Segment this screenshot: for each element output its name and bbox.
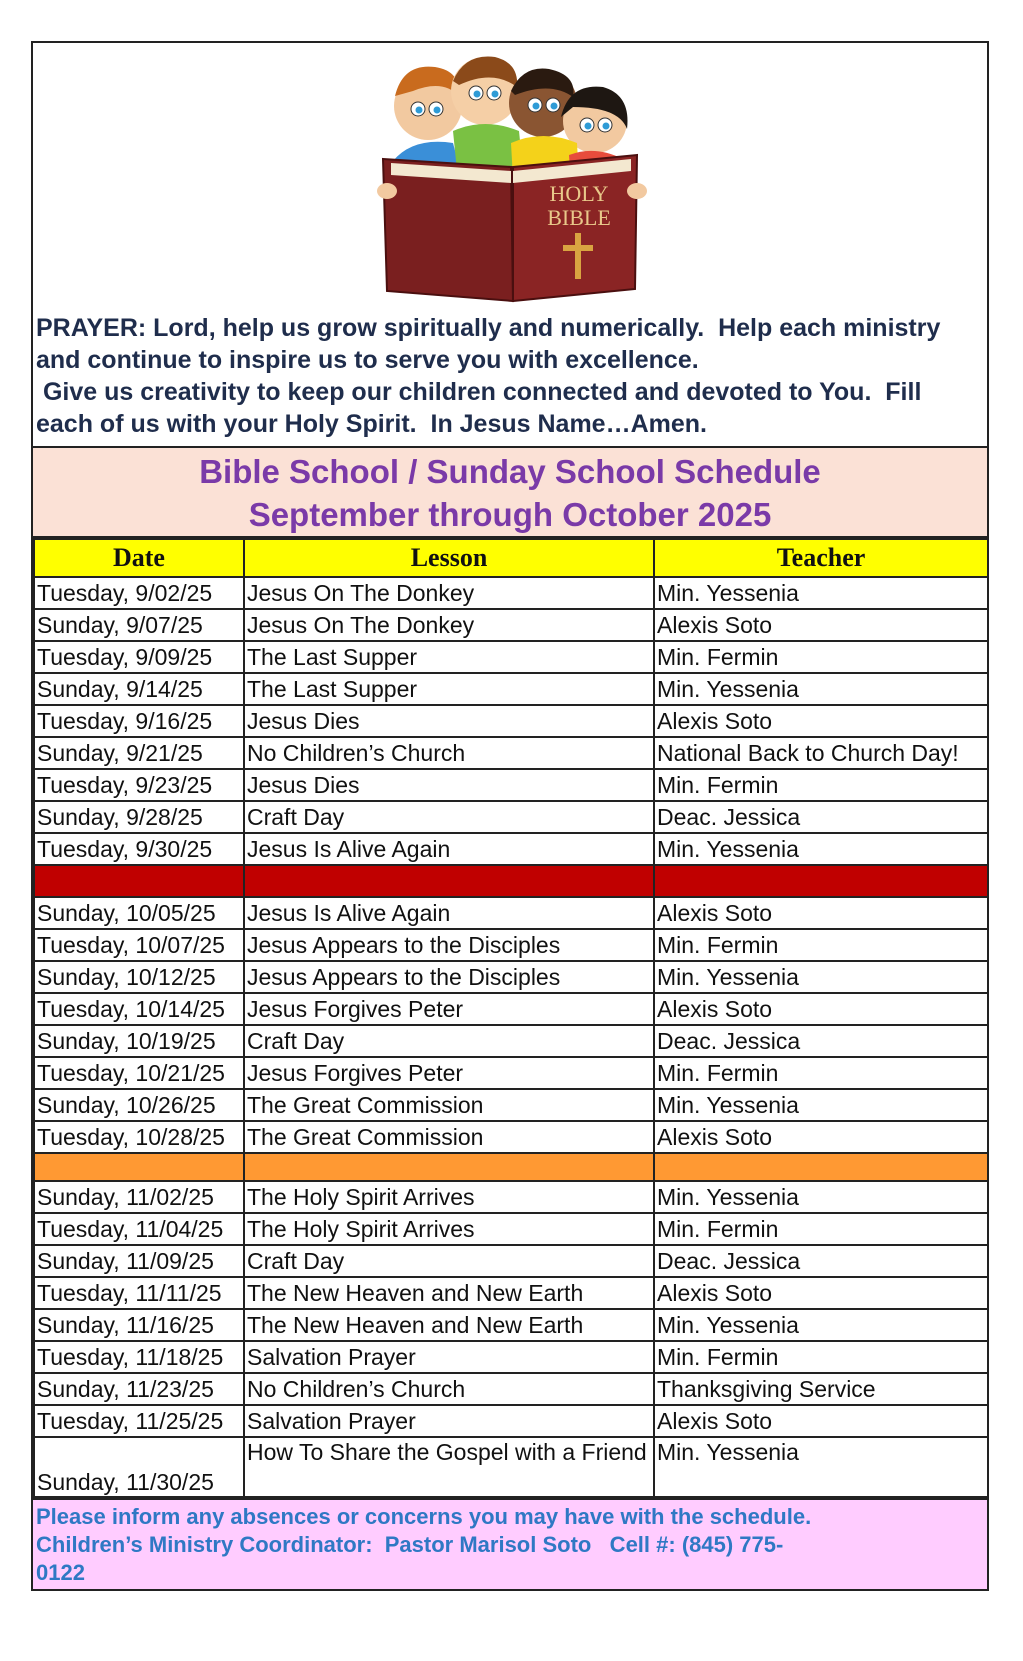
table-row xyxy=(34,1405,988,1437)
date-cell: Sunday, 10/05/25 xyxy=(34,897,244,929)
date-cell: Sunday, 11/02/25 xyxy=(34,1181,244,1213)
table-row xyxy=(34,1341,988,1373)
date-cell: Tuesday, 9/16/25 xyxy=(34,705,244,737)
date-cell: Sunday, 9/07/25 xyxy=(34,609,244,641)
teacher-cell: Min. Fermin xyxy=(654,769,988,801)
table-row xyxy=(34,993,988,1025)
teacher-cell: Min. Fermin xyxy=(654,1057,988,1089)
date-cell: Tuesday, 9/30/25 xyxy=(34,833,244,865)
teacher-cell: Min. Yessenia xyxy=(654,577,988,609)
header-teacher: Teacher xyxy=(654,539,988,577)
table-row xyxy=(34,769,988,801)
lesson-cell: Jesus Is Alive Again xyxy=(244,897,654,929)
table-row xyxy=(34,1025,988,1057)
teacher-cell: Min. Yessenia xyxy=(654,1089,988,1121)
prayer-text: PRAYER: Lord, help us grow spiritually and numerically. Help each ministry and continue to inspire us to serve you with excellence. Give us creativity to keep our children connected and devoted to You. Fill each of us with your Holy Spirit. In Jesus Name…Amen. xyxy=(36,314,941,438)
teacher-cell: Min. Yessenia xyxy=(654,1437,988,1497)
lesson-cell: Jesus Is Alive Again xyxy=(244,833,654,865)
lesson-cell: The New Heaven and New Earth xyxy=(244,1277,654,1309)
date-cell: Sunday, 9/14/25 xyxy=(34,673,244,705)
separator-cell xyxy=(654,865,988,897)
teacher-cell: Deac. Jessica xyxy=(654,801,988,833)
table-row xyxy=(34,705,988,737)
lesson-cell: No Children’s Church xyxy=(244,1373,654,1405)
table-row xyxy=(34,1121,988,1153)
date-cell: Sunday, 10/12/25 xyxy=(34,961,244,993)
table-row xyxy=(34,1277,988,1309)
header-lesson: Lesson xyxy=(244,539,654,577)
teacher-cell: Thanksgiving Service xyxy=(654,1373,988,1405)
teacher-cell: Alexis Soto xyxy=(654,993,988,1025)
footer-note: Please inform any absences or concerns you may have with the schedule. Children’s Ministry Coordinator: Pastor Marisol Soto Cell #: (845) 775- 0122 xyxy=(33,1498,987,1589)
lesson-cell: Jesus Appears to the Disciples xyxy=(244,929,654,961)
teacher-cell: Alexis Soto xyxy=(654,1405,988,1437)
teacher-cell: Min. Yessenia xyxy=(654,1181,988,1213)
table-row xyxy=(34,1437,988,1497)
table-row xyxy=(34,1373,988,1405)
lesson-cell: Jesus Forgives Peter xyxy=(244,1057,654,1089)
table-row xyxy=(34,737,988,769)
date-cell: Tuesday, 9/23/25 xyxy=(34,769,244,801)
schedule-sheet xyxy=(31,41,989,1591)
kids-reading-bible-icon xyxy=(373,51,653,306)
teacher-cell: Min. Fermin xyxy=(654,1341,988,1373)
separator-cell xyxy=(34,1153,244,1181)
table-row xyxy=(34,833,988,865)
teacher-cell: Alexis Soto xyxy=(654,1121,988,1153)
teacher-cell: Alexis Soto xyxy=(654,609,988,641)
lesson-cell: The Great Commission xyxy=(244,1121,654,1153)
teacher-cell: Deac. Jessica xyxy=(654,1245,988,1277)
schedule-title-band xyxy=(33,446,987,538)
lesson-cell: The New Heaven and New Earth xyxy=(244,1309,654,1341)
lesson-cell: The Holy Spirit Arrives xyxy=(244,1213,654,1245)
table-row xyxy=(34,1089,988,1121)
date-cell: Tuesday, 11/04/25 xyxy=(34,1213,244,1245)
lesson-cell: Jesus On The Donkey xyxy=(244,577,654,609)
table-row xyxy=(34,609,988,641)
date-cell: Sunday, 11/16/25 xyxy=(34,1309,244,1341)
date-cell: Tuesday, 11/25/25 xyxy=(34,1405,244,1437)
table-row xyxy=(34,1181,988,1213)
teacher-cell: Min. Fermin xyxy=(654,1213,988,1245)
teacher-cell: Min. Yessenia xyxy=(654,833,988,865)
lesson-cell: The Great Commission xyxy=(244,1089,654,1121)
date-cell: Tuesday, 9/09/25 xyxy=(34,641,244,673)
table-row xyxy=(34,1309,988,1341)
separator-cell xyxy=(244,1153,654,1181)
date-cell: Sunday, 10/26/25 xyxy=(34,1089,244,1121)
lesson-cell: The Holy Spirit Arrives xyxy=(244,1181,654,1213)
teacher-cell: Deac. Jessica xyxy=(654,1025,988,1057)
table-row xyxy=(34,801,988,833)
date-cell: Tuesday, 11/18/25 xyxy=(34,1341,244,1373)
date-cell: Tuesday, 10/14/25 xyxy=(34,993,244,1025)
separator-cell xyxy=(244,865,654,897)
date-cell: Tuesday, 10/28/25 xyxy=(34,1121,244,1153)
table-row xyxy=(34,1057,988,1089)
table-header-row xyxy=(34,539,988,577)
lesson-cell: Craft Day xyxy=(244,801,654,833)
lesson-cell: The Last Supper xyxy=(244,673,654,705)
schedule-table xyxy=(33,538,989,1498)
header-date: Date xyxy=(34,539,244,577)
teacher-cell: Alexis Soto xyxy=(654,705,988,737)
date-cell: Tuesday, 10/07/25 xyxy=(34,929,244,961)
date-cell: Tuesday, 10/21/25 xyxy=(34,1057,244,1089)
date-cell: Tuesday, 9/02/25 xyxy=(34,577,244,609)
lesson-cell: No Children’s Church xyxy=(244,737,654,769)
month-separator-orange xyxy=(34,1153,988,1181)
date-cell: Sunday, 9/28/25 xyxy=(34,801,244,833)
date-cell: Sunday, 9/21/25 xyxy=(34,737,244,769)
date-cell: Sunday, 11/09/25 xyxy=(34,1245,244,1277)
lesson-cell: Jesus Forgives Peter xyxy=(244,993,654,1025)
lesson-cell: Salvation Prayer xyxy=(244,1341,654,1373)
teacher-cell: Alexis Soto xyxy=(654,1277,988,1309)
lesson-cell: Jesus Dies xyxy=(244,705,654,737)
teacher-cell: Alexis Soto xyxy=(654,897,988,929)
children-bible-illustration xyxy=(33,43,987,310)
date-cell: Tuesday, 11/11/25 xyxy=(34,1277,244,1309)
table-row xyxy=(34,929,988,961)
teacher-cell: Min. Yessenia xyxy=(654,673,988,705)
separator-cell xyxy=(654,1153,988,1181)
lesson-cell: Jesus Dies xyxy=(244,769,654,801)
teacher-cell: Min. Yessenia xyxy=(654,961,988,993)
teacher-cell: Min. Fermin xyxy=(654,929,988,961)
schedule-title: Bible School / Sunday School Schedule xyxy=(199,453,821,490)
date-cell: Sunday, 11/23/25 xyxy=(34,1373,244,1405)
table-row xyxy=(34,1213,988,1245)
table-row xyxy=(34,961,988,993)
teacher-cell: National Back to Church Day! xyxy=(654,737,988,769)
lesson-cell: How To Share the Gospel with a Friend xyxy=(244,1437,654,1497)
date-cell: Sunday, 11/30/25 xyxy=(34,1437,244,1497)
lesson-cell: The Last Supper xyxy=(244,641,654,673)
month-separator-red xyxy=(34,865,988,897)
lesson-cell: Salvation Prayer xyxy=(244,1405,654,1437)
lesson-cell: Jesus Appears to the Disciples xyxy=(244,961,654,993)
lesson-cell: Craft Day xyxy=(244,1025,654,1057)
table-row xyxy=(34,897,988,929)
schedule-subtitle: September through October 2025 xyxy=(248,496,772,533)
teacher-cell: Min. Fermin xyxy=(654,641,988,673)
table-row xyxy=(34,641,988,673)
table-row xyxy=(34,673,988,705)
bible-text: BIBLE xyxy=(547,205,611,230)
table-row xyxy=(34,577,988,609)
lesson-cell: Craft Day xyxy=(244,1245,654,1277)
table-row xyxy=(34,1245,988,1277)
lesson-cell: Jesus On The Donkey xyxy=(244,609,654,641)
holy-text: HOLY xyxy=(549,181,609,206)
date-cell: Sunday, 10/19/25 xyxy=(34,1025,244,1057)
separator-cell xyxy=(34,865,244,897)
teacher-cell: Min. Yessenia xyxy=(654,1309,988,1341)
